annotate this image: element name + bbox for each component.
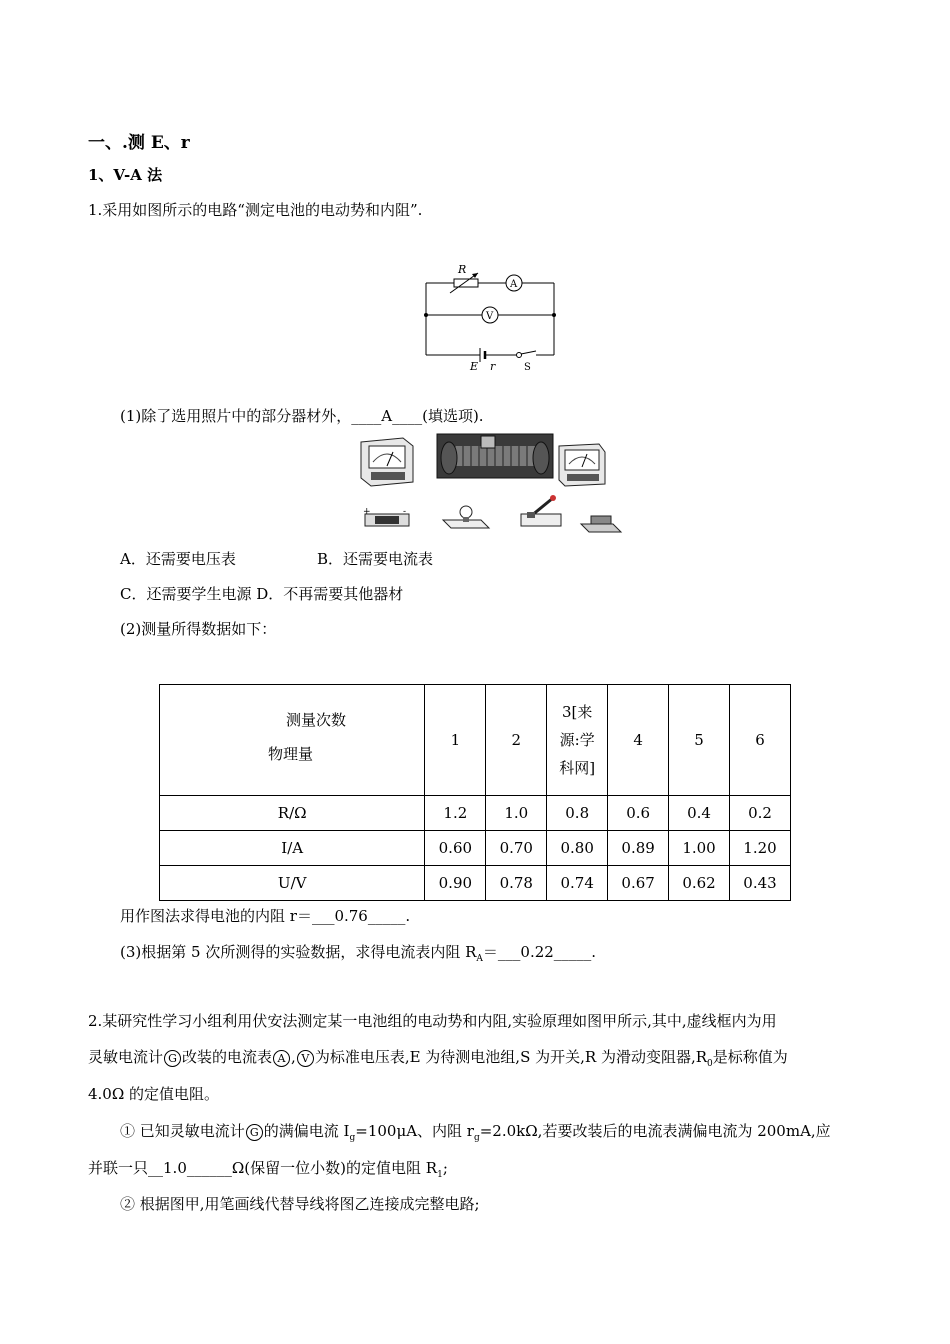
q2-line2-c: 为标准电压表,E 为待测电池组,S 为开关,R 为滑动变阻器,R (314, 1048, 708, 1066)
q2-line2-b: 改装的电流表 (182, 1048, 273, 1066)
col3-line: 科网] (559, 759, 596, 777)
q1-part3 (120, 941, 596, 964)
header-physical-quantity: 物理量 (268, 745, 314, 763)
table-row (160, 796, 791, 831)
table-cell: 1.20 (730, 831, 791, 866)
table-cell: 0.74 (547, 866, 608, 901)
table-cell: 1.00 (669, 831, 730, 866)
voltmeter-label: V (486, 311, 494, 322)
q1-part3-sub: A (476, 954, 483, 964)
label-e: E (470, 360, 479, 373)
svg-text:-: - (403, 507, 407, 517)
table-cell: 0.43 (730, 866, 791, 901)
row-label: I/A (160, 831, 425, 866)
q2-sub-0: 0 (707, 1059, 713, 1069)
q2-line2-a: 灵敏电流计 (88, 1048, 164, 1066)
q2-line2 (88, 1046, 788, 1069)
galvanometer-icon: G (164, 1050, 181, 1067)
bulb-base-image (443, 506, 489, 528)
table-cell: 0.89 (608, 831, 669, 866)
q2-item1-c: =100μA、内阻 r (355, 1122, 474, 1140)
rheostat-image (437, 434, 553, 478)
q2-item1-line2-c: ; (442, 1159, 448, 1177)
table-cell: 0.62 (669, 866, 730, 901)
table-cell: 0.2 (730, 796, 791, 831)
q2-item1-line2-b: Ω(保留一位小数)的定值电阻 R (231, 1159, 438, 1177)
q2-item1-line2-a: 并联一只 (88, 1159, 149, 1177)
equipment-photos (355, 432, 630, 537)
table-cell: 0.8 (547, 796, 608, 831)
galvanometer-icon-2: G (246, 1124, 263, 1141)
label-r-rheostat: R (458, 263, 467, 276)
q2-line2-d: 是标称值为 (712, 1048, 788, 1066)
q1-part3-prefix: (3)根据第 5 次所测得的实验数据，求得电流表内阻 R (120, 943, 477, 961)
q2-item1-d: =2.0kΩ,若要改装后的电流表满偏电流为 200mA,应 (479, 1122, 831, 1140)
header-measure-count: 测量次数 (286, 711, 347, 729)
q2-sub-g-2: g (473, 1133, 480, 1143)
section-heading: 一、.测 E、r (88, 133, 190, 153)
table-cell: 0.4 (669, 796, 730, 831)
q2-line3: 4.0Ω 的定值电阻。 (88, 1085, 220, 1103)
table-cell: 1.2 (425, 796, 486, 831)
table-cell: 0.80 (547, 831, 608, 866)
q2-item1-b: 的满偏电流 I (263, 1122, 350, 1140)
table-cell: 0.6 (608, 796, 669, 831)
table-col-header: 4 (608, 685, 669, 796)
q2-sub-1: 1 (437, 1170, 443, 1180)
q2-item1-a: ① 已知灵敏电流计 (120, 1122, 245, 1140)
q2-item1 (120, 1120, 831, 1143)
option-b: B．还需要电流表 (317, 550, 434, 568)
q1-part1 (120, 405, 484, 426)
q1-result-line: 用作图法求得电池的内阻 r＝___0.76_____. (120, 907, 411, 925)
table-cell: 0.67 (608, 866, 669, 901)
battery-holder-image (363, 507, 409, 526)
q1-part3-suffix: ＝___0.22_____. (482, 943, 597, 961)
q2-line1: 2.某研究性学习小组利用伏安法测定某一电池组的电动势和内阻,实验原理如图甲所示,其中,虚线框内为用 (88, 1012, 777, 1030)
ammeter-icon: A (273, 1050, 290, 1067)
switch-image (521, 495, 561, 526)
q2-item2: ② 根据图甲,用笔画线代替导线将图乙连接成完整电路; (120, 1195, 480, 1213)
svg-text:+: + (363, 507, 371, 517)
q1-part1-answer: ____A____ (351, 407, 423, 425)
option-cd: C．还需要学生电源 D．不再需要其他器材 (120, 585, 404, 603)
q2-item1-line2 (88, 1157, 448, 1180)
label-s: S (524, 362, 531, 373)
table-row (160, 831, 791, 866)
option-a: A．还需要电压表 (120, 550, 236, 568)
table-cell: 0.70 (486, 831, 547, 866)
table-header-row (160, 685, 791, 796)
table-row (160, 866, 791, 901)
table-col-header: 5 (669, 685, 730, 796)
q1-part2: (2)测量所得数据如下： (120, 620, 277, 638)
table-col-header: 6 (730, 685, 791, 796)
col3-line: 3[来 (561, 703, 593, 721)
table-col-header: 1 (425, 685, 486, 796)
label-r-internal: r (490, 360, 496, 373)
table-col-header-3 (547, 685, 608, 796)
q1-part1-suffix: (填选项). (422, 407, 484, 425)
row-label: U/V (160, 866, 425, 901)
table-cell: 0.90 (425, 866, 486, 901)
q1-stem: 1.采用如图所示的电路“测定电池的电动势和内阻”. (88, 201, 423, 219)
meter-1-image (361, 438, 413, 486)
q2-sub-g: g (349, 1133, 356, 1143)
table-cell: 0.60 (425, 831, 486, 866)
q2-comma: , (291, 1048, 296, 1066)
q1-part1-prefix: (1)除了选用照片中的部分器材外， (120, 407, 352, 425)
table-col-header: 2 (486, 685, 547, 796)
col3-line: 源:学 (559, 731, 595, 749)
meter-2-image (559, 444, 605, 486)
table-cell: 1.0 (486, 796, 547, 831)
measurement-table (159, 684, 791, 901)
subsection-heading: 1、V-A 法 (88, 166, 163, 184)
table-cell: 0.78 (486, 866, 547, 901)
row-label: R/Ω (160, 796, 425, 831)
table-header-corner (160, 685, 425, 796)
voltmeter-icon: V (297, 1050, 314, 1067)
circuit-diagram (418, 258, 568, 378)
q2-item1-answer: __1.0______ (148, 1159, 232, 1177)
ammeter-label: A (510, 279, 518, 290)
resistor-block-image (581, 516, 621, 532)
